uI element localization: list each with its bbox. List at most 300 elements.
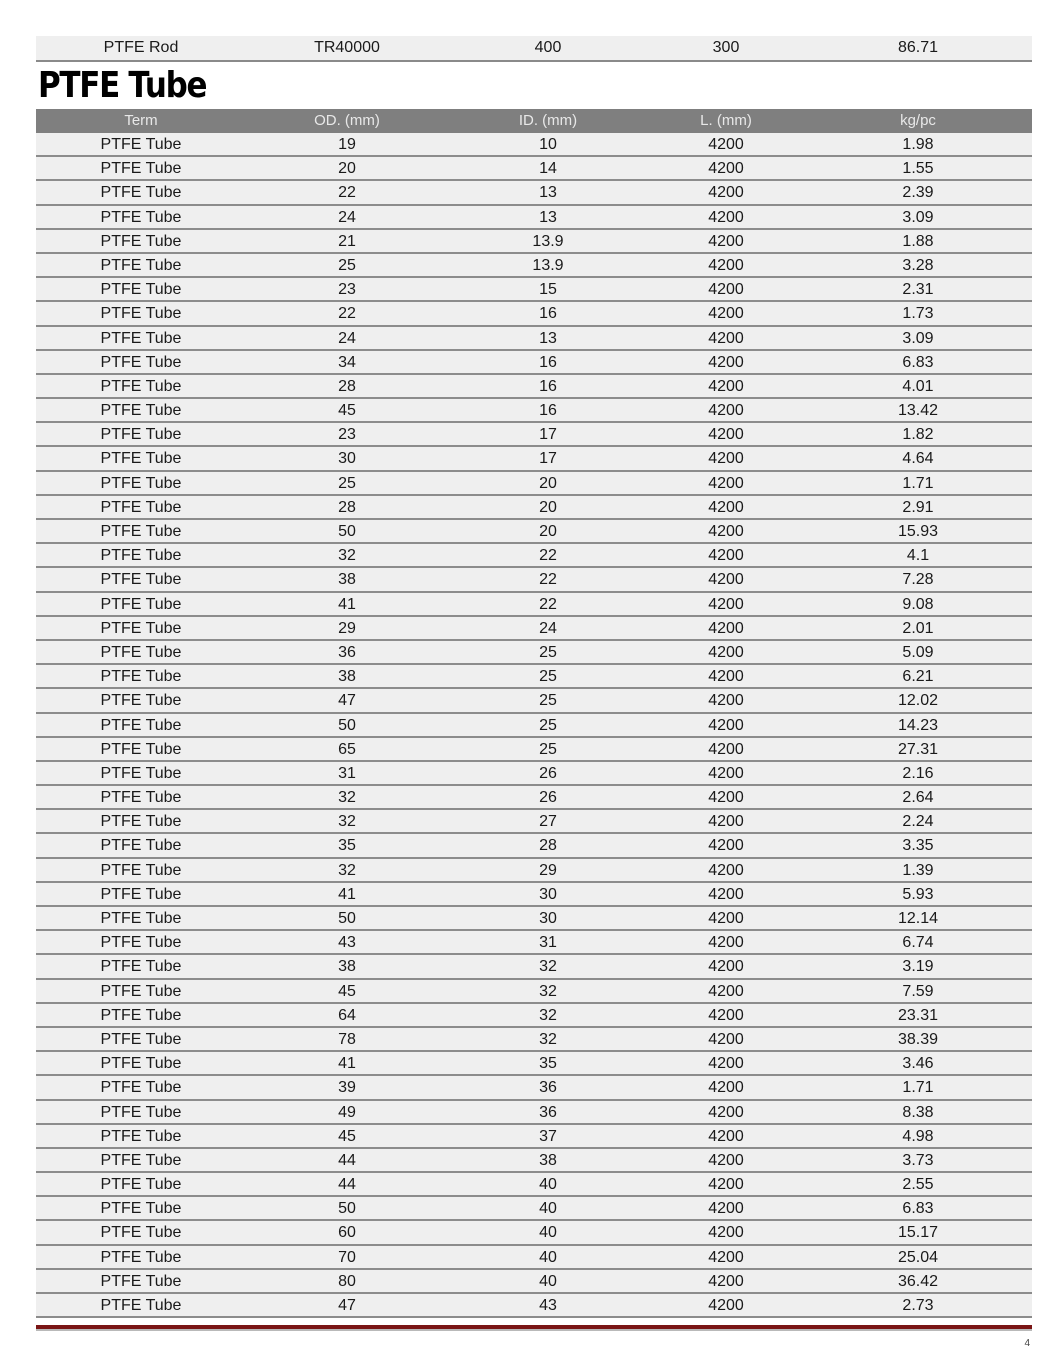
cell-length: 4200: [708, 208, 744, 226]
cell-length: 4200: [708, 426, 744, 444]
cell-weight: 2.91: [902, 498, 934, 516]
section-title: PTFE Tube: [38, 65, 207, 106]
cell-id: 22: [539, 595, 557, 613]
table-row: [36, 1221, 1032, 1245]
cell-length: 4200: [708, 329, 744, 347]
cell-length: 4200: [708, 402, 744, 420]
cell-weight: 4.1: [906, 547, 930, 565]
cell-term: PTFE Tube: [100, 571, 182, 589]
table-row: [36, 472, 1032, 496]
cell-od: 25: [338, 256, 356, 274]
cell-od: 30: [338, 450, 356, 468]
cell-weight: 1.71: [902, 1079, 934, 1097]
cell-weight: 27.31: [897, 740, 939, 758]
cell-term: PTFE Tube: [100, 547, 182, 565]
cell-od: 23: [338, 281, 356, 299]
cell-weight: 15.17: [897, 1224, 939, 1242]
table-body: [36, 133, 1032, 1318]
table-row: [36, 133, 1032, 157]
cell-weight: 7.59: [902, 982, 934, 1000]
cell-term: PTFE Tube: [100, 1224, 182, 1242]
table-row: [36, 1294, 1032, 1318]
cell-id: 26: [539, 789, 557, 807]
cell-length: 4200: [708, 716, 744, 734]
table-row: [36, 327, 1032, 351]
cell-term: PTFE Tube: [100, 1030, 182, 1048]
cell-length: 4200: [708, 474, 744, 492]
cell-weight: 3.09: [902, 329, 934, 347]
cell-term: PTFE Tube: [100, 136, 182, 153]
cell-id: 25: [539, 740, 557, 758]
cell-length: 4200: [708, 643, 744, 661]
table-row: [36, 278, 1032, 302]
cell-weight: 6.83: [902, 1200, 934, 1218]
cell-od: 50: [338, 523, 356, 540]
cell-weight: 6.74: [902, 934, 934, 952]
cell-term: PTFE Tube: [100, 910, 182, 927]
cell-term: PTFE Tube: [100, 982, 182, 1000]
cell-weight: 2.64: [902, 789, 934, 807]
cell-od: 47: [338, 692, 356, 710]
cell-id: 20: [539, 523, 557, 540]
table-row: [36, 399, 1032, 423]
table-row: [36, 1076, 1032, 1100]
cell-length: 4200: [708, 982, 744, 1000]
cell-od: 41: [338, 1055, 356, 1073]
cell-term: PTFE Tube: [100, 1079, 182, 1097]
table-row: [36, 206, 1032, 230]
cell-od: 41: [338, 885, 356, 903]
table-row: [36, 520, 1032, 544]
cell-length: 4200: [708, 1030, 744, 1048]
cell-id: 13: [539, 329, 557, 347]
cell-id: 17: [539, 450, 557, 468]
cell-length: 4200: [708, 740, 744, 758]
cell-id: 24: [539, 619, 557, 637]
cell-term: PTFE Tube: [100, 1055, 182, 1073]
cell-id: 22: [539, 571, 557, 589]
cell-term: PTFE Tube: [100, 426, 182, 444]
cell-id: 29: [539, 861, 557, 879]
cell-length: 4200: [708, 547, 744, 565]
cell-id: 10: [539, 136, 557, 153]
table-row: [36, 593, 1032, 617]
cell-id: 15: [539, 281, 557, 299]
cell-weight: 4.64: [902, 450, 934, 468]
table-row: [36, 1052, 1032, 1076]
cell-length: 4200: [708, 885, 744, 903]
cell-id: 40: [539, 1224, 557, 1242]
cell-id: 38: [539, 1151, 557, 1169]
cell-weight: 2.24: [902, 813, 934, 831]
cell-id: 14: [539, 160, 557, 178]
cell-od: 44: [338, 1176, 356, 1194]
table-row: [36, 786, 1032, 810]
cell-od: 20: [338, 160, 356, 178]
cell-id: 16: [539, 353, 557, 371]
cell-od: 50: [338, 1200, 356, 1218]
cell-od: 78: [338, 1030, 356, 1048]
table-row: [36, 1125, 1032, 1149]
cell-length: 4200: [708, 377, 744, 395]
header-weight: kg/pc: [900, 112, 936, 129]
cell-length: 4200: [708, 1079, 744, 1097]
prev-cell-term: PTFE Rod: [103, 39, 179, 56]
cell-od: 43: [338, 934, 356, 952]
table-row: [36, 157, 1032, 181]
cell-length: 4200: [708, 958, 744, 976]
cell-term: PTFE Tube: [100, 861, 182, 879]
cell-id: 31: [539, 934, 557, 952]
cell-term: PTFE Tube: [100, 523, 182, 540]
cell-length: 4200: [708, 571, 744, 589]
cell-od: 70: [338, 1248, 356, 1266]
cell-term: PTFE Tube: [100, 643, 182, 661]
cell-length: 4200: [708, 668, 744, 686]
table-row: [36, 931, 1032, 955]
cell-od: 19: [338, 136, 356, 153]
cell-id: 28: [539, 837, 557, 855]
cell-od: 41: [338, 595, 356, 613]
table-row: [36, 980, 1032, 1004]
cell-od: 47: [338, 1297, 356, 1314]
table-row: [36, 617, 1032, 641]
table-row: [36, 738, 1032, 762]
cell-id: 32: [539, 982, 557, 1000]
cell-weight: 3.19: [902, 958, 934, 976]
cell-od: 50: [338, 716, 356, 734]
table-row: [36, 810, 1032, 834]
cell-weight: 25.04: [897, 1248, 939, 1266]
cell-id: 37: [539, 1127, 557, 1145]
cell-term: PTFE Tube: [100, 885, 182, 903]
cell-weight: 4.98: [902, 1127, 934, 1145]
cell-length: 4200: [708, 1200, 744, 1218]
cell-length: 4200: [708, 256, 744, 274]
cell-weight: 1.55: [902, 160, 934, 178]
table-row: [36, 351, 1032, 375]
cell-weight: 5.09: [902, 643, 934, 661]
table-row: [36, 641, 1032, 665]
cell-weight: 4.01: [902, 377, 934, 395]
cell-id: 25: [539, 643, 557, 661]
cell-id: 36: [539, 1079, 557, 1097]
cell-weight: 1.88: [902, 232, 934, 250]
cell-id: 32: [539, 1006, 557, 1024]
table-row: [36, 568, 1032, 592]
cell-length: 4200: [708, 934, 744, 952]
prev-cell-id: 400: [534, 39, 562, 56]
cell-od: 64: [338, 1006, 356, 1024]
cell-length: 4200: [708, 764, 744, 782]
cell-term: PTFE Tube: [100, 184, 182, 202]
cell-term: PTFE Tube: [100, 958, 182, 976]
cell-od: 60: [338, 1224, 356, 1242]
cell-term: PTFE Tube: [100, 1006, 182, 1024]
cell-weight: 1.73: [902, 305, 934, 323]
table-row: [36, 544, 1032, 568]
cell-id: 16: [539, 402, 557, 420]
cell-weight: 3.46: [902, 1055, 934, 1073]
cell-id: 40: [539, 1248, 557, 1266]
cell-od: 38: [338, 571, 356, 589]
cell-weight: 2.55: [902, 1176, 934, 1194]
cell-length: 4200: [708, 861, 744, 879]
table-row: [36, 1028, 1032, 1052]
header-od: OD. (mm): [314, 112, 380, 129]
cell-length: 4200: [708, 523, 744, 540]
cell-id: 40: [539, 1176, 557, 1194]
cell-weight: 6.83: [902, 353, 934, 371]
table-row: [36, 1149, 1032, 1173]
cell-term: PTFE Tube: [100, 498, 182, 516]
cell-length: 4200: [708, 837, 744, 855]
cell-length: 4200: [708, 160, 744, 178]
header-length: L. (mm): [700, 112, 752, 129]
cell-od: 44: [338, 1151, 356, 1169]
cell-od: 45: [338, 1127, 356, 1145]
cell-term: PTFE Tube: [100, 232, 182, 250]
cell-weight: 1.82: [902, 426, 934, 444]
cell-weight: 2.39: [902, 184, 934, 202]
cell-id: 40: [539, 1272, 557, 1290]
cell-weight: 36.42: [897, 1272, 939, 1290]
cell-od: 80: [338, 1272, 356, 1290]
cell-weight: 2.01: [902, 619, 934, 637]
cell-od: 39: [338, 1079, 356, 1097]
cell-od: 32: [338, 861, 356, 879]
footer-divider: [36, 1325, 1032, 1331]
cell-weight: 2.73: [902, 1297, 934, 1314]
cell-weight: 12.14: [897, 910, 939, 927]
cell-id: 36: [539, 1103, 557, 1121]
cell-od: 32: [338, 813, 356, 831]
cell-id: 13: [539, 208, 557, 226]
cell-length: 4200: [708, 1248, 744, 1266]
table-row: [36, 447, 1032, 471]
cell-weight: 13.42: [897, 402, 939, 420]
table-row: [36, 859, 1032, 883]
table-row: [36, 1270, 1032, 1294]
cell-weight: 6.21: [902, 668, 934, 686]
cell-term: PTFE Tube: [100, 305, 182, 323]
cell-id: 35: [539, 1055, 557, 1073]
cell-term: PTFE Tube: [100, 281, 182, 299]
cell-id: 13.9: [532, 256, 564, 274]
cell-length: 4200: [708, 1224, 744, 1242]
cell-term: PTFE Tube: [100, 668, 182, 686]
cell-od: 32: [338, 789, 356, 807]
cell-length: 4200: [708, 498, 744, 516]
cell-od: 36: [338, 643, 356, 661]
table-header-row: [36, 109, 1032, 133]
table-row: [36, 714, 1032, 738]
cell-length: 4200: [708, 1055, 744, 1073]
table-row: [36, 883, 1032, 907]
cell-weight: 15.93: [897, 523, 939, 540]
cell-term: PTFE Tube: [100, 402, 182, 420]
cell-term: PTFE Tube: [100, 837, 182, 855]
cell-length: 4200: [708, 184, 744, 202]
cell-id: 20: [539, 474, 557, 492]
cell-length: 4200: [708, 910, 744, 927]
page-number: 4: [1024, 1338, 1030, 1349]
cell-id: 32: [539, 1030, 557, 1048]
cell-term: PTFE Tube: [100, 1103, 182, 1121]
cell-id: 32: [539, 958, 557, 976]
cell-length: 4200: [708, 1006, 744, 1024]
cell-od: 25: [338, 474, 356, 492]
cell-od: 34: [338, 353, 356, 371]
cell-length: 4200: [708, 136, 744, 153]
cell-term: PTFE Tube: [100, 1151, 182, 1169]
cell-term: PTFE Tube: [100, 813, 182, 831]
cell-term: PTFE Tube: [100, 1127, 182, 1145]
cell-term: PTFE Tube: [100, 1176, 182, 1194]
cell-weight: 14.23: [897, 716, 939, 734]
cell-length: 4200: [708, 305, 744, 323]
cell-length: 4200: [708, 1272, 744, 1290]
table-row: [36, 955, 1032, 979]
cell-od: 22: [338, 184, 356, 202]
cell-term: PTFE Tube: [100, 353, 182, 371]
cell-length: 4200: [708, 692, 744, 710]
cell-length: 4200: [708, 353, 744, 371]
table-row: [36, 254, 1032, 278]
cell-id: 25: [539, 692, 557, 710]
cell-term: PTFE Tube: [100, 450, 182, 468]
cell-weight: 1.71: [902, 474, 934, 492]
cell-id: 13: [539, 184, 557, 202]
cell-length: 4200: [708, 595, 744, 613]
cell-weight: 5.93: [902, 885, 934, 903]
cell-id: 17: [539, 426, 557, 444]
cell-term: PTFE Tube: [100, 329, 182, 347]
cell-length: 4200: [708, 450, 744, 468]
cell-od: 45: [338, 402, 356, 420]
cell-od: 24: [338, 208, 356, 226]
table-row: [36, 496, 1032, 520]
cell-weight: 9.08: [902, 595, 934, 613]
cell-weight: 8.38: [902, 1103, 934, 1121]
cell-weight: 12.02: [897, 692, 939, 710]
table-row: [36, 665, 1032, 689]
prev-cell-od: TR40000: [314, 39, 380, 56]
cell-weight: 3.28: [902, 256, 934, 274]
cell-term: PTFE Tube: [100, 692, 182, 710]
header-id: ID. (mm): [518, 112, 578, 129]
cell-term: PTFE Tube: [100, 208, 182, 226]
cell-od: 28: [338, 498, 356, 516]
table-row: [36, 689, 1032, 713]
cell-length: 4200: [708, 232, 744, 250]
cell-term: PTFE Tube: [100, 716, 182, 734]
cell-id: 26: [539, 764, 557, 782]
table-row: [36, 1173, 1032, 1197]
cell-term: PTFE Tube: [100, 1200, 182, 1218]
cell-weight: 23.31: [897, 1006, 939, 1024]
cell-term: PTFE Tube: [100, 256, 182, 274]
cell-weight: 1.39: [902, 861, 934, 879]
cell-od: 45: [338, 982, 356, 1000]
cell-term: PTFE Tube: [100, 1248, 182, 1266]
cell-term: PTFE Tube: [100, 474, 182, 492]
cell-term: PTFE Tube: [100, 160, 182, 178]
table-row: [36, 1004, 1032, 1028]
cell-od: 21: [338, 232, 356, 250]
cell-length: 4200: [708, 813, 744, 831]
cell-od: 65: [338, 740, 356, 758]
cell-length: 4200: [708, 281, 744, 299]
cell-weight: 2.31: [902, 281, 934, 299]
cell-id: 40: [539, 1200, 557, 1218]
cell-od: 38: [338, 668, 356, 686]
cell-weight: 7.28: [902, 571, 934, 589]
cell-od: 29: [338, 619, 356, 637]
cell-length: 4200: [708, 1127, 744, 1145]
cell-term: PTFE Tube: [100, 764, 182, 782]
cell-id: 43: [539, 1297, 557, 1314]
cell-weight: 3.35: [902, 837, 934, 855]
cell-od: 32: [338, 547, 356, 565]
cell-term: PTFE Tube: [100, 1272, 182, 1290]
cell-term: PTFE Tube: [100, 740, 182, 758]
cell-length: 4200: [708, 1103, 744, 1121]
cell-od: 22: [338, 305, 356, 323]
cell-id: 27: [539, 813, 557, 831]
table-row: [36, 762, 1032, 786]
cell-weight: 3.73: [902, 1151, 934, 1169]
cell-od: 49: [338, 1103, 356, 1121]
cell-od: 28: [338, 377, 356, 395]
table-row: [36, 423, 1032, 447]
header-term: Term: [124, 112, 158, 129]
cell-od: 23: [338, 426, 356, 444]
previous-table-row: [36, 36, 1032, 62]
prev-cell-length: 300: [712, 39, 740, 56]
cell-id: 30: [539, 910, 557, 927]
cell-length: 4200: [708, 1151, 744, 1169]
table-row: [36, 375, 1032, 399]
cell-weight: 3.09: [902, 208, 934, 226]
cell-length: 4200: [708, 1297, 744, 1314]
cell-term: PTFE Tube: [100, 1297, 182, 1314]
cell-length: 4200: [708, 1176, 744, 1194]
table-row: [36, 302, 1032, 326]
cell-weight: 38.39: [897, 1030, 939, 1048]
cell-term: PTFE Tube: [100, 377, 182, 395]
cell-id: 13.9: [532, 232, 564, 250]
cell-id: 16: [539, 305, 557, 323]
ptfe-tube-table: [36, 109, 1032, 1318]
table-row: [36, 907, 1032, 931]
cell-od: 31: [338, 764, 356, 782]
cell-term: PTFE Tube: [100, 619, 182, 637]
cell-od: 35: [338, 837, 356, 855]
cell-length: 4200: [708, 619, 744, 637]
table-row: [36, 1246, 1032, 1270]
table-row: [36, 1101, 1032, 1125]
cell-term: PTFE Tube: [100, 934, 182, 952]
cell-term: PTFE Tube: [100, 789, 182, 807]
cell-term: PTFE Tube: [100, 595, 182, 613]
table-row: [36, 230, 1032, 254]
cell-od: 50: [338, 910, 356, 927]
cell-weight: 1.98: [902, 136, 934, 153]
table-row: [36, 181, 1032, 205]
cell-id: 25: [539, 716, 557, 734]
cell-id: 25: [539, 668, 557, 686]
